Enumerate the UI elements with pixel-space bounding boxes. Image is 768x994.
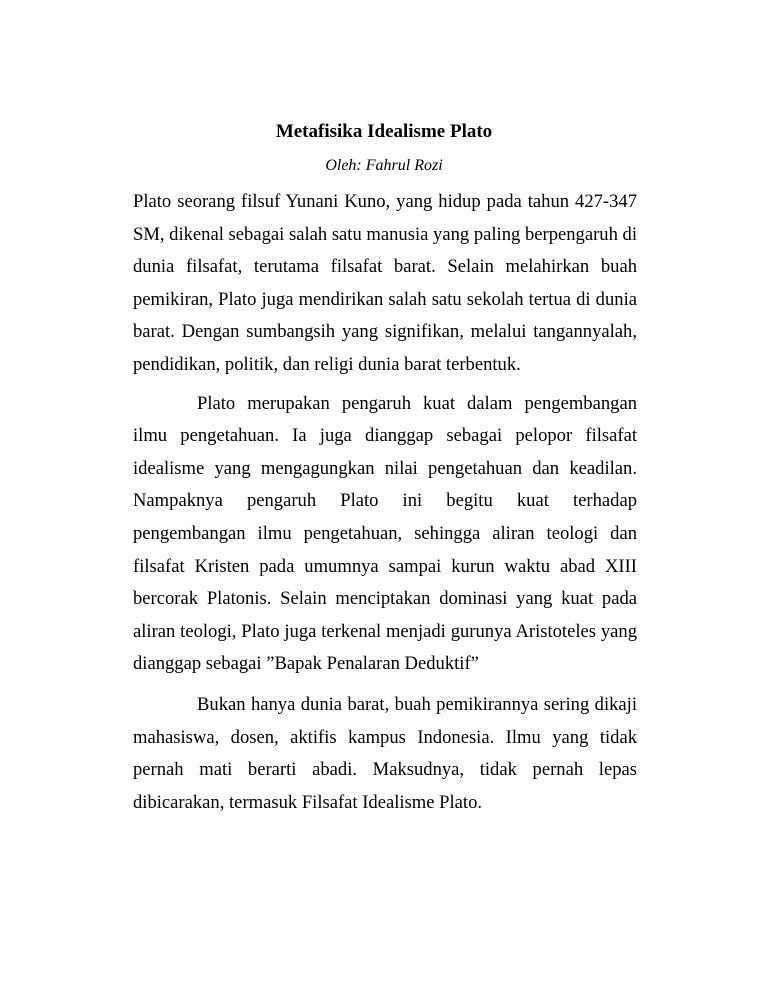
paragraph-2: Plato merupakan pengaruh kuat dalam pengembangan ilmu pengetahuan. Ia juga dianggap sebagai pelopor filsafat idealisme yang mengagungkan nilai pengetahuan dan keadilan. Nampaknya pengaruh Plato ini begitu kuat terhadap pengembangan ilmu pengetahuan, sehingga aliran teologi dan filsafat Kristen pada umumnya sampai kurun waktu abad XIII bercorak Platonis. Selain menciptakan dominasi yang kuat pada aliran teologi, Plato juga terkenal menjadi gurunya Aristoteles yang dianggap sebagai ”Bapak Penalaran Deduktif” (133, 392, 637, 675)
paragraph-1: Plato seorang filsuf Yunani Kuno, yang hidup pada tahun 427-347 SM, dikenal sebagai salah satu manusia yang paling berpengaruh di dunia filsafat, terutama filsafat barat. Selain melahirkan buah pemikiran, Plato juga mendirikan salah satu sekolah tertua di dunia barat. Dengan sumbangsih yang signifikan, melalui tangannyalah, pendidikan, politik, dan religi dunia barat terbentuk. (133, 191, 637, 375)
paragraph-3: Bukan hanya dunia barat, buah pemikirannya sering dikaji mahasiswa, dosen, aktifis kampus Indonesia. Ilmu yang tidak pernah mati berarti abadi. Maksudnya, tidak pernah lepas dibicarakan, termasuk Filsafat Idealisme Plato. (133, 693, 637, 813)
document-title: Metafisika Idealisme Plato (275, 121, 493, 142)
document-author: Oleh: Fahrul Rozi (325, 157, 443, 174)
document-body (133, 186, 637, 819)
